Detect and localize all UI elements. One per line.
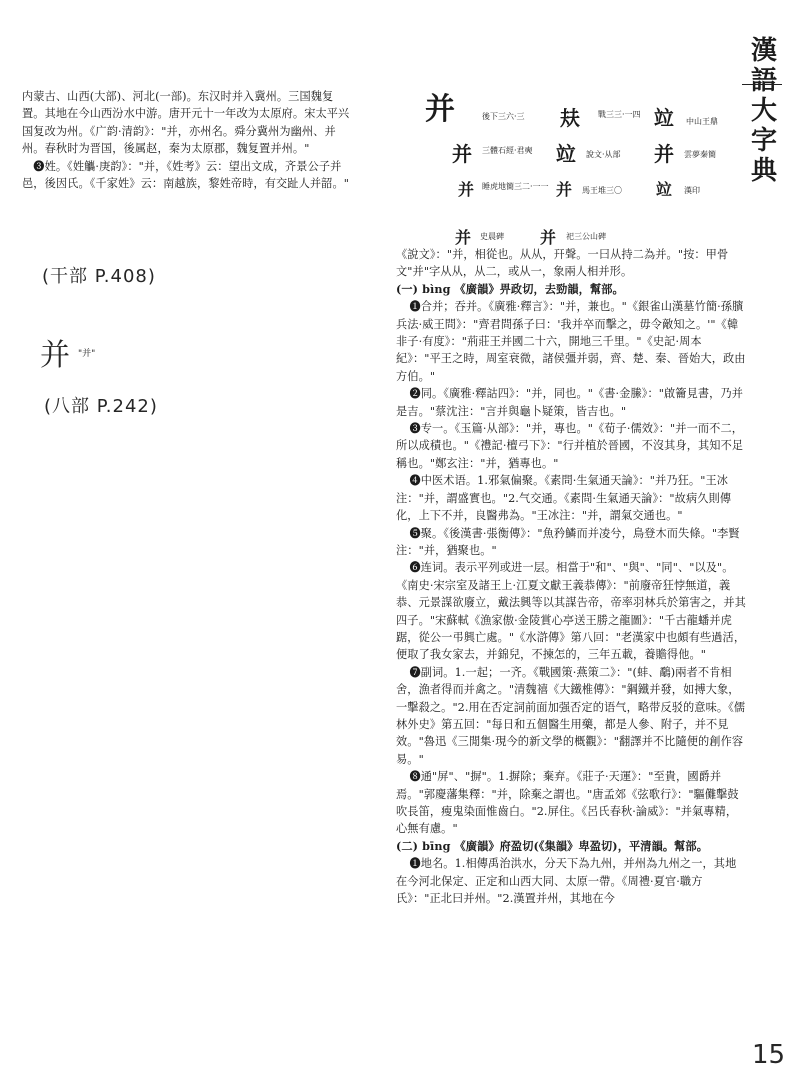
entry-section-heading: (一) bìng 《廣韻》畀政切，去勁韻，幫部。 (396, 281, 624, 296)
glyph-source: 中山王鼎 (686, 117, 718, 126)
glyph-source: 史晨碑 (480, 232, 504, 241)
title-rule (742, 84, 782, 85)
glyph-source: 後下三六·三 (482, 112, 525, 121)
glyph-source: 戰三三·一四 (598, 110, 641, 119)
entry-sense: ❸专一。《玉篇·从部》："并，專也。"《荀子·儒效》："并一而不二，所以成積也。"《禮記·檀弓下》："行并植於晉國，不沒其身，其知不足稱也。"鄭玄注："并，猶專也。" (396, 422, 744, 470)
entry-sense: ❶合并；吞并。《廣雅·釋言》："并，兼也。"《銀雀山漢墓竹簡·孫臏兵法·威王問》："齊君問孫子曰：'我并卒而擊之，毋令敵知之。'"《韓非子·有度》："荊莊王并國二十六，開地三千里。"《史記·周本紀》："平王之時，周室衰微，諸侯彊并弱，齊、楚、秦、晉始大，政由方伯。" (396, 300, 746, 383)
entry-sense: ❹中医术语。1.邪氣偏聚。《素問·生氣通天論》："并乃狂。"王冰注："并，謂盛實也。"2.气交通。《素問·生氣通天論》："故病久則傳化，上下不并，良醫弗為。"王冰注："并，謂氣交通也。" (396, 474, 732, 523)
handwritten-reference-1: (干部 P.408) (42, 266, 156, 287)
glyph-form: 并 (425, 92, 455, 127)
entry-body (396, 246, 746, 907)
title-char: 字 (750, 126, 777, 156)
glyph-form: 并 (452, 142, 472, 166)
title-char: 漢 (750, 36, 777, 66)
entry-sense: ❷同。《廣雅·釋詁四》："并，同也。"《書·金縢》："啟籥見書，乃并是吉。"蔡沈注："言并與龜卜疑策，皆吉也。" (396, 387, 744, 418)
glyph-form: 并 (654, 142, 674, 166)
handwritten-reference-2: (八部 P.242) (44, 396, 158, 417)
title-char: 典 (750, 156, 777, 186)
entry-sense: ❻连词。表示平列或进一层。相當于"和"、"與"、"同"、"以及"。《南史·宋宗室及諸王上·江夏文獻王義恭傳》："前廢帝狂悖無道，義恭、元景謀欲廢立，戴法興等以其謀告帝，帝率羽林兵於第害之，并其四子。"宋蘇軾《漁家傲·金陵賞心亭送王勝之龍圖》："千古龍蟠并虎踞，從公一弔興亡處。"《水滸傳》第八回："老漢家中也頗有些過活，便取了我女家去，并錦兒，不揀怎的，三年五載，養贍得他。" (396, 561, 746, 662)
glyph-form: 并 (455, 228, 472, 247)
entry-sense: ❽通"屏"、"摒"。1.摒除；棄弃。《莊子·天運》："至貴，國爵并焉。"郭慶藩集釋："并，除棄之謂也。"唐孟郊《弦歌行》："驅儺擊鼓吹長笛，瘦鬼染面惟齒白。"2.屏住。《呂氏春秋·論威》："并氣專精，心無有慮。" (396, 770, 739, 836)
handwritten-character: 并 (40, 338, 70, 373)
glyph-source: 雲夢秦簡 (684, 150, 716, 159)
glyph-form: 并 (540, 228, 557, 247)
glyph-source: 漢印 (684, 186, 700, 195)
glyph-source: 睡虎地簡三二·一一 (482, 182, 549, 191)
title-char: 語 (750, 66, 777, 96)
entry-sense: ❺聚。《後漢書·張衡傳》："魚矜鱗而并凌兮，鳥登木而失條。"李賢注："并，猶聚也。" (396, 526, 740, 557)
glyph-form: 并 (556, 180, 573, 199)
entry-sense: ❶地名。1.相傳禹治洪水，分天下為九州，并州為九州之一，其地在今河北保定、正定和山西大同、太原一帶。《周禮·夏官·職方氏》："正北曰并州。"2.漢置并州，其地在今 (396, 857, 737, 906)
glyph-source: 祀三公山碑 (566, 232, 606, 241)
glyph-form: 竝 (556, 142, 576, 166)
glyph-form: 㚘 (560, 106, 580, 130)
page-number: 15 (752, 1040, 786, 1070)
glyph-form: 竝 (656, 180, 673, 199)
entry-sense: ❼副词。1.一起；一齐。《戰國策·燕策二》："(蚌、鷸)兩者不肯相舍，漁者得而并禽之。"清魏禧《大鐵椎傳》："鋼鐵并發，如搏大象，一擊殺之。"2.用在否定詞前面加强否定的语气，略带反驳的意味。《儒林外史》第五回："每日和五個醫生用藥，都是人參、附子，并不見效。"魯迅《三閒集·現今的新文學的概觀》："翻譯并不比隨便的創作容易。" (396, 665, 746, 766)
glyph-form: 并 (458, 180, 475, 199)
glyph-form: 竝 (654, 106, 674, 130)
dictionary-title (744, 36, 784, 186)
glyph-source: 說文·从部 (586, 150, 621, 159)
entry-section-heading: (二) bīng 《廣韻》府盈切(《集韻》卑盈切)，平清韻。幫部。 (396, 838, 709, 853)
glyph-source: 三體石經·君奭 (482, 146, 533, 155)
glyph-source: 馬王堆三〇 (582, 186, 622, 195)
handwritten-character-note: "并" (78, 349, 96, 359)
left-fragment-text: 内蒙古、山西(大部)、河北(一部)。东汉时并入冀州。三国魏复置。其地在今山西汾水中游。唐开元十一年改为太原府。宋太平兴国复改为州。《广韵·清韵》："并，亦州名。舜分冀州为幽州、并州。春秋时为晋国，後属赵，秦为太原郡，魏复置并州。" ❸姓。《姓觿·庚韵》："并，《姓考》云：望出文成，齐景公子并邑，後因氏。《千家姓》云：南越族，黎姓帝時，有交趾人并韶。" (22, 90, 350, 191)
title-char: 大 (750, 96, 777, 126)
entry-shuowen: 《說文》："并，相從也。从从，幵聲。一曰从持二為并。"按：甲骨文"并"字从从，从二，或从一，象兩人相并形。 (396, 248, 729, 279)
